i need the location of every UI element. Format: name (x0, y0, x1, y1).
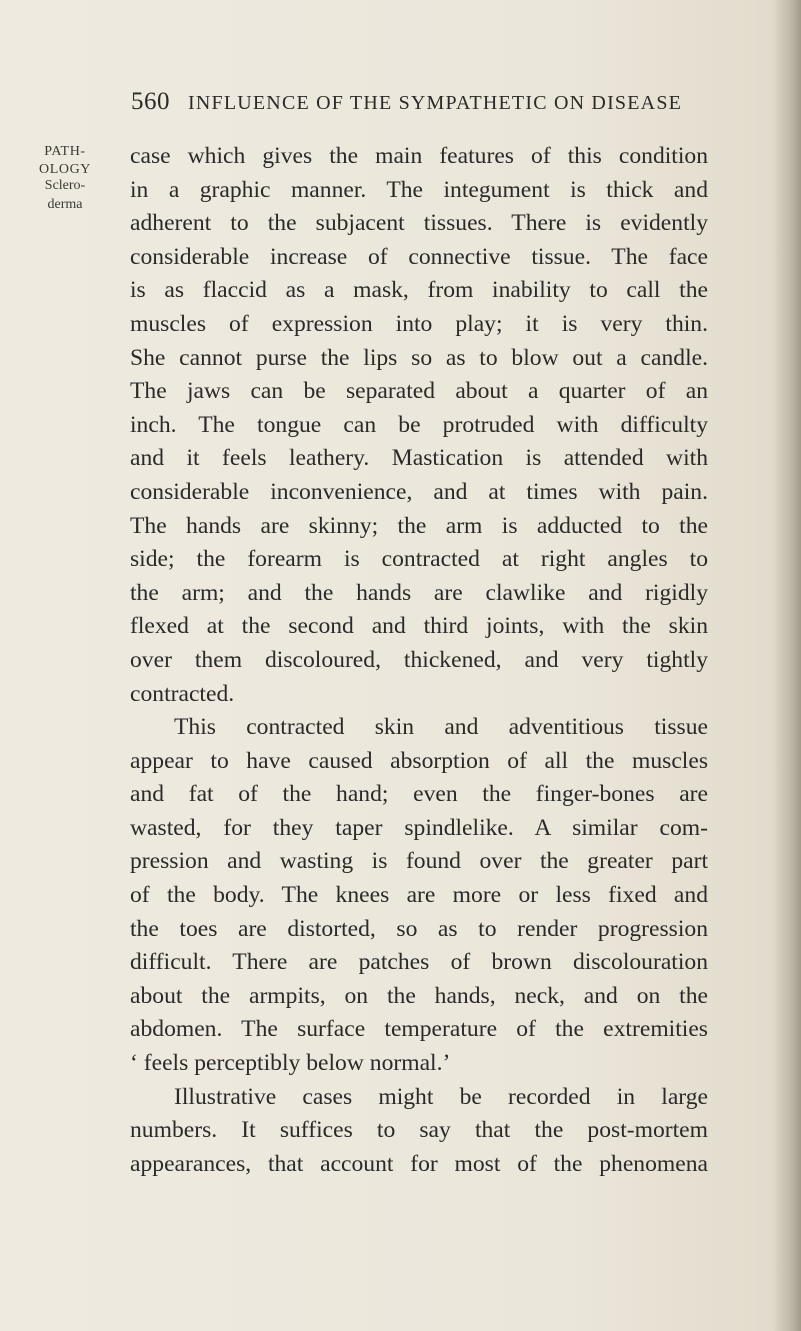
text-line: considerable increase of connective tissue. The face (130, 243, 708, 270)
text-line: pression and wasting is found over the greater part (130, 848, 708, 875)
margin-note-line: PATH- (44, 144, 86, 159)
text-line: considerable inconvenience, and at times with pain. (130, 478, 708, 505)
text-line: contracted. (130, 680, 235, 707)
text-line: muscles of expression into play; it is very thin. (130, 310, 708, 337)
text-line: appear to have caused absorption of all the muscles (130, 747, 708, 774)
text-line: the arm; and the hands are clawlike and rigidly (130, 579, 708, 606)
text-line: case which gives the main features of this condition (130, 143, 708, 169)
text-line: over them discoloured, thickened, and very tightly (130, 646, 708, 673)
running-head: INFLUENCE OF THE SYMPATHETIC ON DISEASE (188, 92, 683, 114)
text-line: is as flaccid as a mask, from inability to call the (130, 277, 708, 304)
text-line: and fat of the hand; even the finger-bones are (130, 781, 708, 808)
text-line: numbers. It suffices to say that the post-mortem (130, 1117, 708, 1144)
page-header (131, 88, 731, 122)
text-line: This contracted skin and adventitious tissue (174, 714, 708, 741)
margin-note-line: derma (47, 197, 83, 212)
text-line: in a graphic manner. The integument is thick and (130, 176, 708, 203)
text-line: wasted, for they taper spindlelike. A similar com- (130, 814, 708, 841)
text-line: ‘ feels perceptibly below normal.’ (130, 1050, 451, 1077)
page-edge-shadow (773, 0, 801, 1331)
text-line: Illustrative cases might be recorded in large (174, 1083, 708, 1110)
text-line: and it feels leathery. Mastication is attended with (130, 445, 708, 472)
text-line: flexed at the second and third joints, with the skin (130, 613, 708, 640)
margin-note-topic (30, 176, 100, 214)
text-line: the toes are distorted, so as to render progression (130, 915, 708, 942)
margin-note-line: Sclero- (44, 178, 86, 193)
margin-note-line: OLOGY (39, 162, 91, 177)
text-line: adherent to the subjacent tissues. There is evidently (130, 210, 708, 237)
text-line: The jaws can be separated about a quarter of an (130, 378, 708, 405)
text-line: of the body. The knees are more or less fixed and (130, 882, 708, 909)
text-line: difficult. There are patches of brown discolouration (130, 949, 708, 976)
page-number: 560 (131, 88, 170, 115)
text-line: The hands are skinny; the arm is adducted to the (130, 512, 708, 539)
body-text (130, 140, 708, 1181)
text-line: abdomen. The surface temperature of the extremities (130, 1016, 708, 1043)
margin-note-section (30, 143, 100, 179)
text-line: side; the forearm is contracted at right angles to (130, 546, 708, 573)
text-line: inch. The tongue can be protruded with difficulty (130, 411, 708, 438)
text-line: appearances, that account for most of the phenomena (130, 1150, 708, 1177)
text-line: She cannot purse the lips so as to blow out a candle. (130, 344, 708, 371)
text-line: about the armpits, on the hands, neck, and on the (130, 982, 708, 1009)
